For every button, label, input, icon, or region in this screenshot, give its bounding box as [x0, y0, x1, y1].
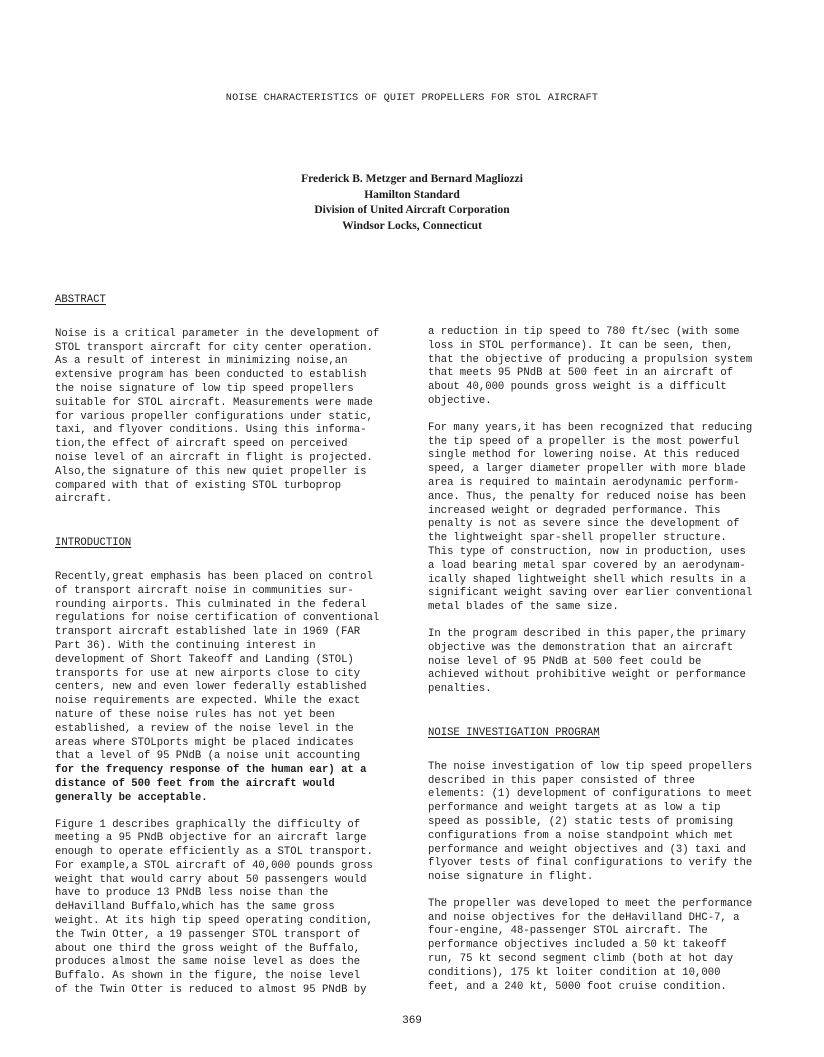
introduction-paragraph-5: In the program described in this paper,the primary objective was the demonstration that an aircraft noise level of 95 PNdB at 500 feet could be achieved without prohibitive weight or performance penalties. — [428, 627, 746, 696]
noise-program-heading: NOISE INVESTIGATION PROGRAM — [428, 726, 600, 739]
abstract-heading: ABSTRACT — [55, 294, 106, 306]
paper-title: NOISE CHARACTERISTICS OF QUIET PROPELLERS FOR STOL AIRCRAFT — [225, 93, 599, 104]
right-column — [428, 326, 774, 994]
author-division: Division of United Aircraft Corporation — [314, 204, 510, 216]
author-location: Windsor Locks, Connecticut — [342, 219, 482, 232]
introduction-paragraph-3: a reduction in tip speed to 780 ft/sec (with some loss in STOL performance). It can be seen, then, that the objective of producing a propulsion system that meets 95 PNdB at 500 feet in an aircraft of about 40,000 pounds gross weight is a difficult objective. — [428, 326, 753, 407]
abstract-paragraph: Noise is a critical parameter in the development of STOL transport aircraft for city center operation. As a result of interest in minimizing noise,an extensive program has been conducted to establish the noise signature of low tip speed propellers suitable for STOL aircraft. Measurements were made for various propeller configurations under static, taxi, and flyover conditions. Using this informa- tion,the effect of aircraft speed on perceived noise level of an aircraft in flight is projected. Also,the signature of this new quiet propeller is compared with that of existing STOL turboprop aircraft. — [55, 327, 380, 506]
noise-program-paragraph-1: The noise investigation of low tip speed propellers described in this paper consisted of three elements: (1) development of configurations to meet performance and weight targets at as low a tip speed as possible, (2) static tests of promising configurations from a noise standpoint which met performance and weight objectives and (3) taxi and flyover tests of final configurations to verify the noise signature in flight. — [428, 760, 753, 884]
author-names: Frederick B. Metzger and Bernard Magliozzi — [301, 173, 523, 185]
introduction-paragraph-2: Figure 1 describes graphically the difficulty of meeting a 95 PNdB objective for an aircraft large enough to operate efficiently as a STOL transport. For example,a STOL aircraft of 40,000 pounds gross weight that would carry about 50 passengers would have to produce 13 PNdB less noise than the deHavilland Buffalo,which has the same gross weight. At its high tip speed operating condition, the Twin Otter, a 19 passenger STOL transport of about one third the gross weight of the Buffalo, produces almost the same noise level as does the Buffalo. As shown in the figure, the noise level of the Twin Otter is reduced to almost 95 PNdB by — [55, 818, 373, 997]
introduction-paragraph-1: Recently,great emphasis has been placed on control of transport aircraft noise in communities sur- rounding airports. This culminated in the federal regulations for noise certification of conventional transport aircraft established late in 1969 (FAR Part 36). With the continuing interest in development of Short Takeoff and Landing (STOL) transports for use at new airports close to city centers, new and even lower federally established noise requirements are expected. While the exact nature of these noise rules has not yet been established, a review of the noise level in the areas where STOLports might be placed indicates that a level of 95 PNdB (a noise unit accounting for the frequency response of the human ear) at a distance of 500 feet from the aircraft would generally be acceptable. — [55, 570, 380, 804]
page-number: 369 — [402, 1015, 422, 1027]
author-block — [0, 172, 824, 234]
noise-program-paragraph-2: The propeller was developed to meet the performance and noise objectives for the deHavilland DHC-7, a four-engine, 48-passenger STOL aircraft. The performance objectives included a 50 kt takeoff run, 75 kt second segment climb (both at hot day conditions), 175 kt loiter condition at 10,000 feet, and a 240 kt, 5000 foot cruise condition. — [428, 897, 753, 993]
author-organization: Hamilton Standard — [364, 188, 460, 201]
left-column — [55, 294, 400, 998]
introduction-paragraph-4: For many years,it has been recognized that reducing the tip speed of a propeller is the most powerful single method for lowering noise. At this reduced speed, a larger diameter propeller with more blade area is required to maintain aerodynamic perform- ance. Thus, the penalty for reduced noise has been increased weight or degraded performance. This penalty is not as severe since the development of the lightweight spar-shell propeller structure. This type of construction, now in production, uses a load bearing metal spar covered by an aerodynam- ically shaped lightweight shell which results in a significant weight saving over earlier conventional metal blades of the same size. — [428, 421, 753, 614]
introduction-heading: INTRODUCTION — [55, 537, 132, 550]
